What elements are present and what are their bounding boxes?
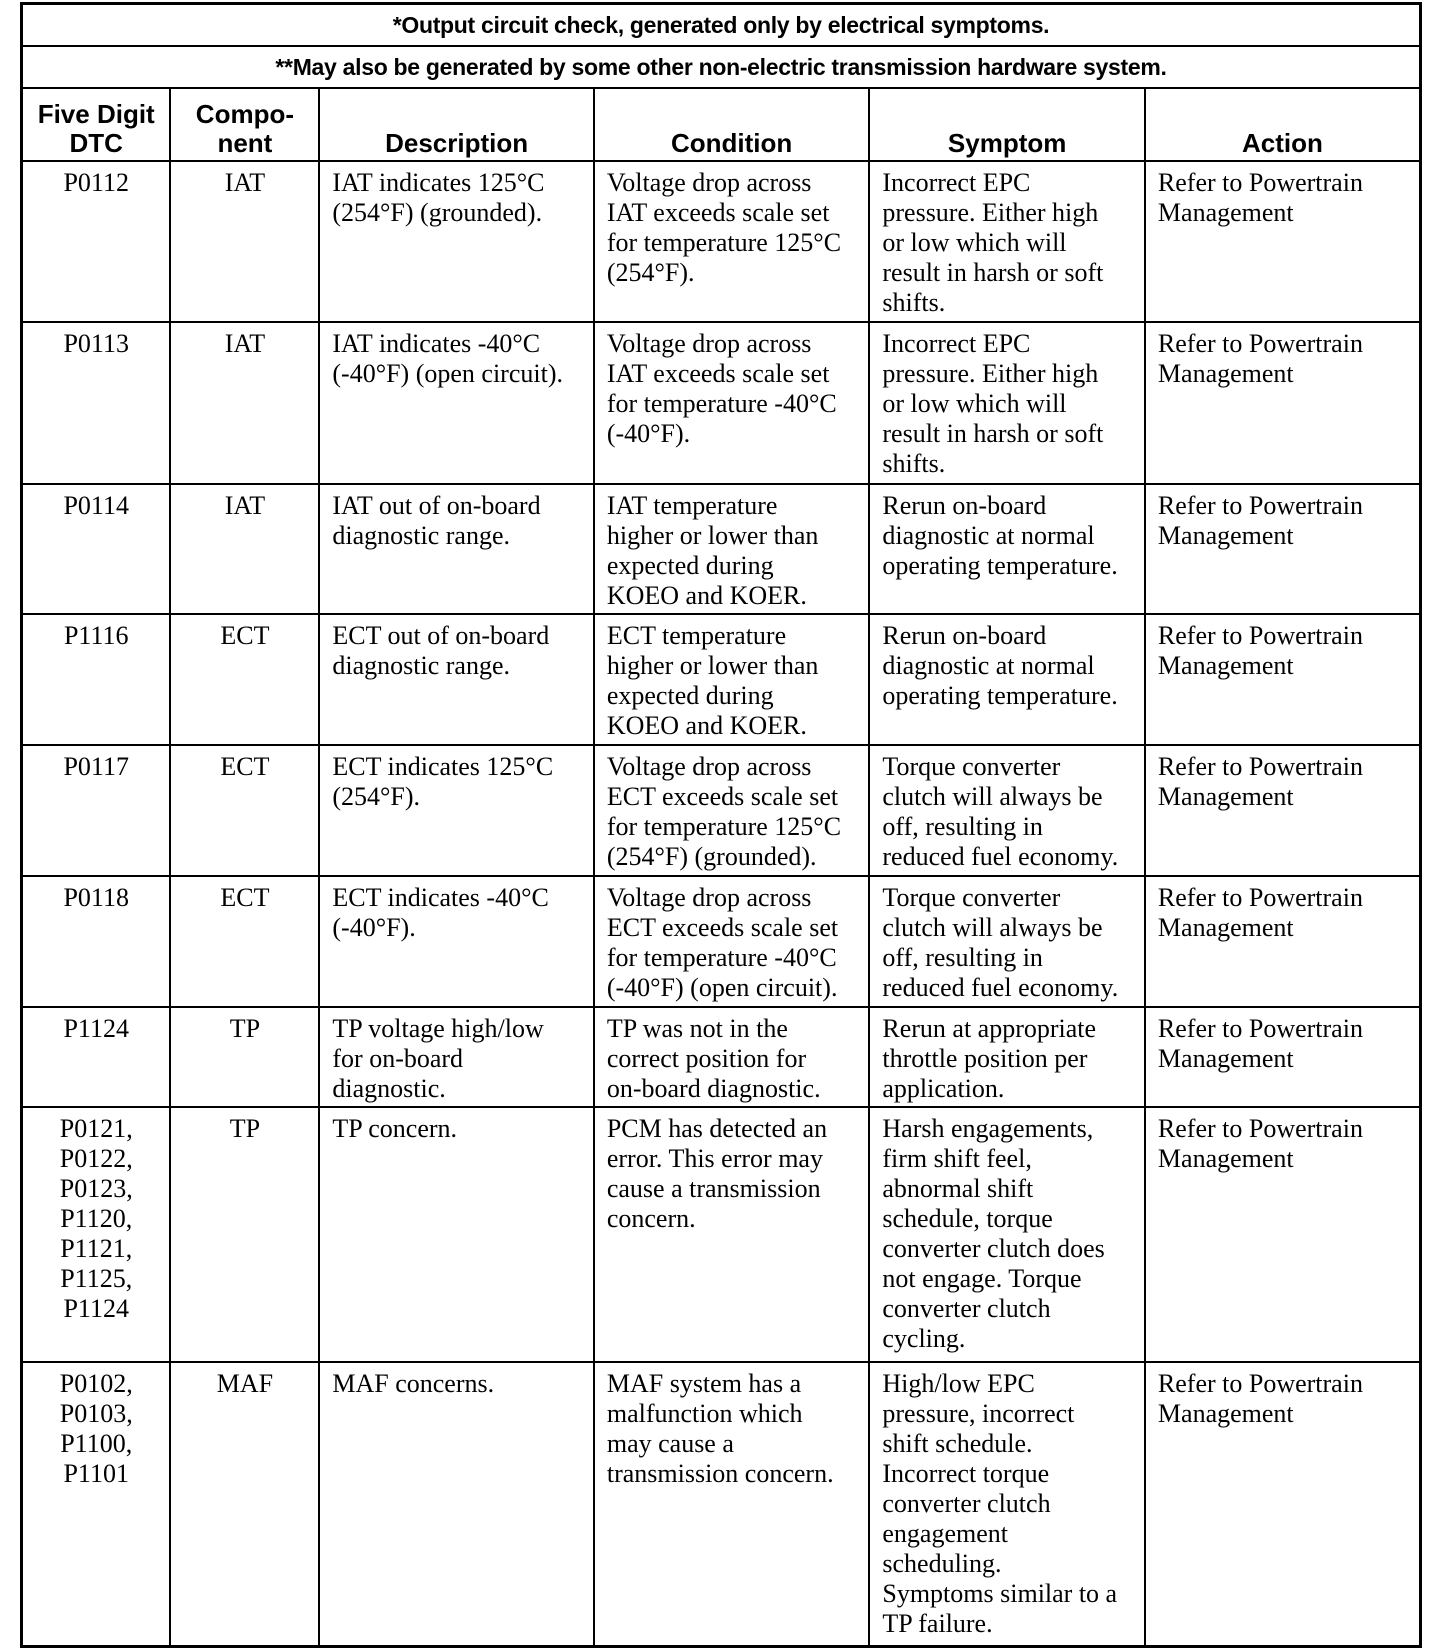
dtc-cell: P0114 [22, 484, 171, 615]
description-cell: IAT indicates 125°C (254°F) (grounded). [319, 161, 593, 322]
table-row [22, 484, 1421, 615]
note-non-electric: **May also be generated by some other non-electric transmission hardware system. [22, 46, 1421, 88]
description-cell: TP voltage high/low for on-board diagnostic. [319, 1007, 593, 1107]
table-row [22, 745, 1421, 876]
table-body [22, 161, 1421, 1647]
condition-cell: Voltage drop across IAT exceeds scale set for temperature -40°C (-40°F). [594, 322, 870, 483]
component-cell: ECT [170, 745, 319, 876]
note-output-circuit: *Output circuit check, generated only by electrical symptoms. [22, 4, 1421, 47]
description-cell: ECT indicates -40°C (-40°F). [319, 876, 593, 1007]
column-header-symptom: Symptom [869, 88, 1145, 161]
dtc-cell: P0118 [22, 876, 171, 1007]
column-header-action: Action [1145, 88, 1421, 161]
description-cell: ECT out of on-board diagnostic range. [319, 614, 593, 745]
description-cell: TP concern. [319, 1107, 593, 1362]
column-header-condition: Condition [594, 88, 870, 161]
symptom-cell: Rerun at appropriate throttle position per application. [869, 1007, 1145, 1107]
header-row [22, 88, 1421, 161]
symptom-cell: Torque converter clutch will always be off, resulting in reduced fuel economy. [869, 876, 1145, 1007]
dtc-cell: P0121, P0122, P0123, P1120, P1121, P1125, P1124 [22, 1107, 171, 1362]
symptom-cell: High/low EPC pressure, incorrect shift schedule. Incorrect torque converter clutch engagement scheduling. Symptoms similar to a TP failure. [869, 1362, 1145, 1647]
table-row [22, 1362, 1421, 1647]
column-header-description: Description [319, 88, 593, 161]
description-cell: ECT indicates 125°C (254°F). [319, 745, 593, 876]
component-cell: IAT [170, 322, 319, 483]
condition-cell: TP was not in the correct position for on-board diagnostic. [594, 1007, 870, 1107]
dtc-cell: P1124 [22, 1007, 171, 1107]
action-cell: Refer to Powertrain Management [1145, 876, 1421, 1007]
action-cell: Refer to Powertrain Management [1145, 1007, 1421, 1107]
component-cell: TP [170, 1007, 319, 1107]
description-cell: IAT indicates -40°C (-40°F) (open circuit). [319, 322, 593, 483]
component-cell: IAT [170, 484, 319, 615]
table-row [22, 876, 1421, 1007]
action-cell: Refer to Powertrain Management [1145, 1107, 1421, 1362]
symptom-cell: Rerun on-board diagnostic at normal operating temperature. [869, 484, 1145, 615]
note-row-output-circuit [22, 4, 1421, 47]
column-header-component: Compo- nent [170, 88, 319, 161]
symptom-cell: Incorrect EPC pressure. Either high or low which will result in harsh or soft shifts. [869, 322, 1145, 483]
symptom-cell: Incorrect EPC pressure. Either high or low which will result in harsh or soft shifts. [869, 161, 1145, 322]
description-cell: MAF concerns. [319, 1362, 593, 1647]
component-cell: ECT [170, 876, 319, 1007]
column-header-dtc: Five Digit DTC [22, 88, 171, 161]
table-row [22, 322, 1421, 483]
action-cell: Refer to Powertrain Management [1145, 322, 1421, 483]
symptom-cell: Harsh engagements, firm shift feel, abnormal shift schedule, torque converter clutch does not engage. Torque converter clutch cycling. [869, 1107, 1145, 1362]
component-cell: ECT [170, 614, 319, 745]
dtc-cell: P1116 [22, 614, 171, 745]
action-cell: Refer to Powertrain Management [1145, 161, 1421, 322]
note-row-non-electric [22, 46, 1421, 88]
condition-cell: IAT temperature higher or lower than expected during KOEO and KOER. [594, 484, 870, 615]
symptom-cell: Rerun on-board diagnostic at normal operating temperature. [869, 614, 1145, 745]
dtc-cell: P0113 [22, 322, 171, 483]
condition-cell: PCM has detected an error. This error may cause a transmission concern. [594, 1107, 870, 1362]
dtc-cell: P0102, P0103, P1100, P1101 [22, 1362, 171, 1647]
description-cell: IAT out of on-board diagnostic range. [319, 484, 593, 615]
condition-cell: Voltage drop across IAT exceeds scale set for temperature 125°C (254°F). [594, 161, 870, 322]
action-cell: Refer to Powertrain Management [1145, 745, 1421, 876]
action-cell: Refer to Powertrain Management [1145, 1362, 1421, 1647]
condition-cell: ECT temperature higher or lower than expected during KOEO and KOER. [594, 614, 870, 745]
component-cell: IAT [170, 161, 319, 322]
table-row [22, 614, 1421, 745]
component-cell: TP [170, 1107, 319, 1362]
condition-cell: Voltage drop across ECT exceeds scale set for temperature 125°C (254°F) (grounded). [594, 745, 870, 876]
condition-cell: MAF system has a malfunction which may cause a transmission concern. [594, 1362, 870, 1647]
condition-cell: Voltage drop across ECT exceeds scale set for temperature -40°C (-40°F) (open circuit). [594, 876, 870, 1007]
component-cell: MAF [170, 1362, 319, 1647]
dtc-cell: P0112 [22, 161, 171, 322]
table-row [22, 1107, 1421, 1362]
table-row [22, 1007, 1421, 1107]
dtc-cell: P0117 [22, 745, 171, 876]
dtc-table [20, 2, 1422, 1648]
symptom-cell: Torque converter clutch will always be off, resulting in reduced fuel economy. [869, 745, 1145, 876]
action-cell: Refer to Powertrain Management [1145, 614, 1421, 745]
table-head [22, 4, 1421, 162]
table-row [22, 161, 1421, 322]
action-cell: Refer to Powertrain Management [1145, 484, 1421, 615]
